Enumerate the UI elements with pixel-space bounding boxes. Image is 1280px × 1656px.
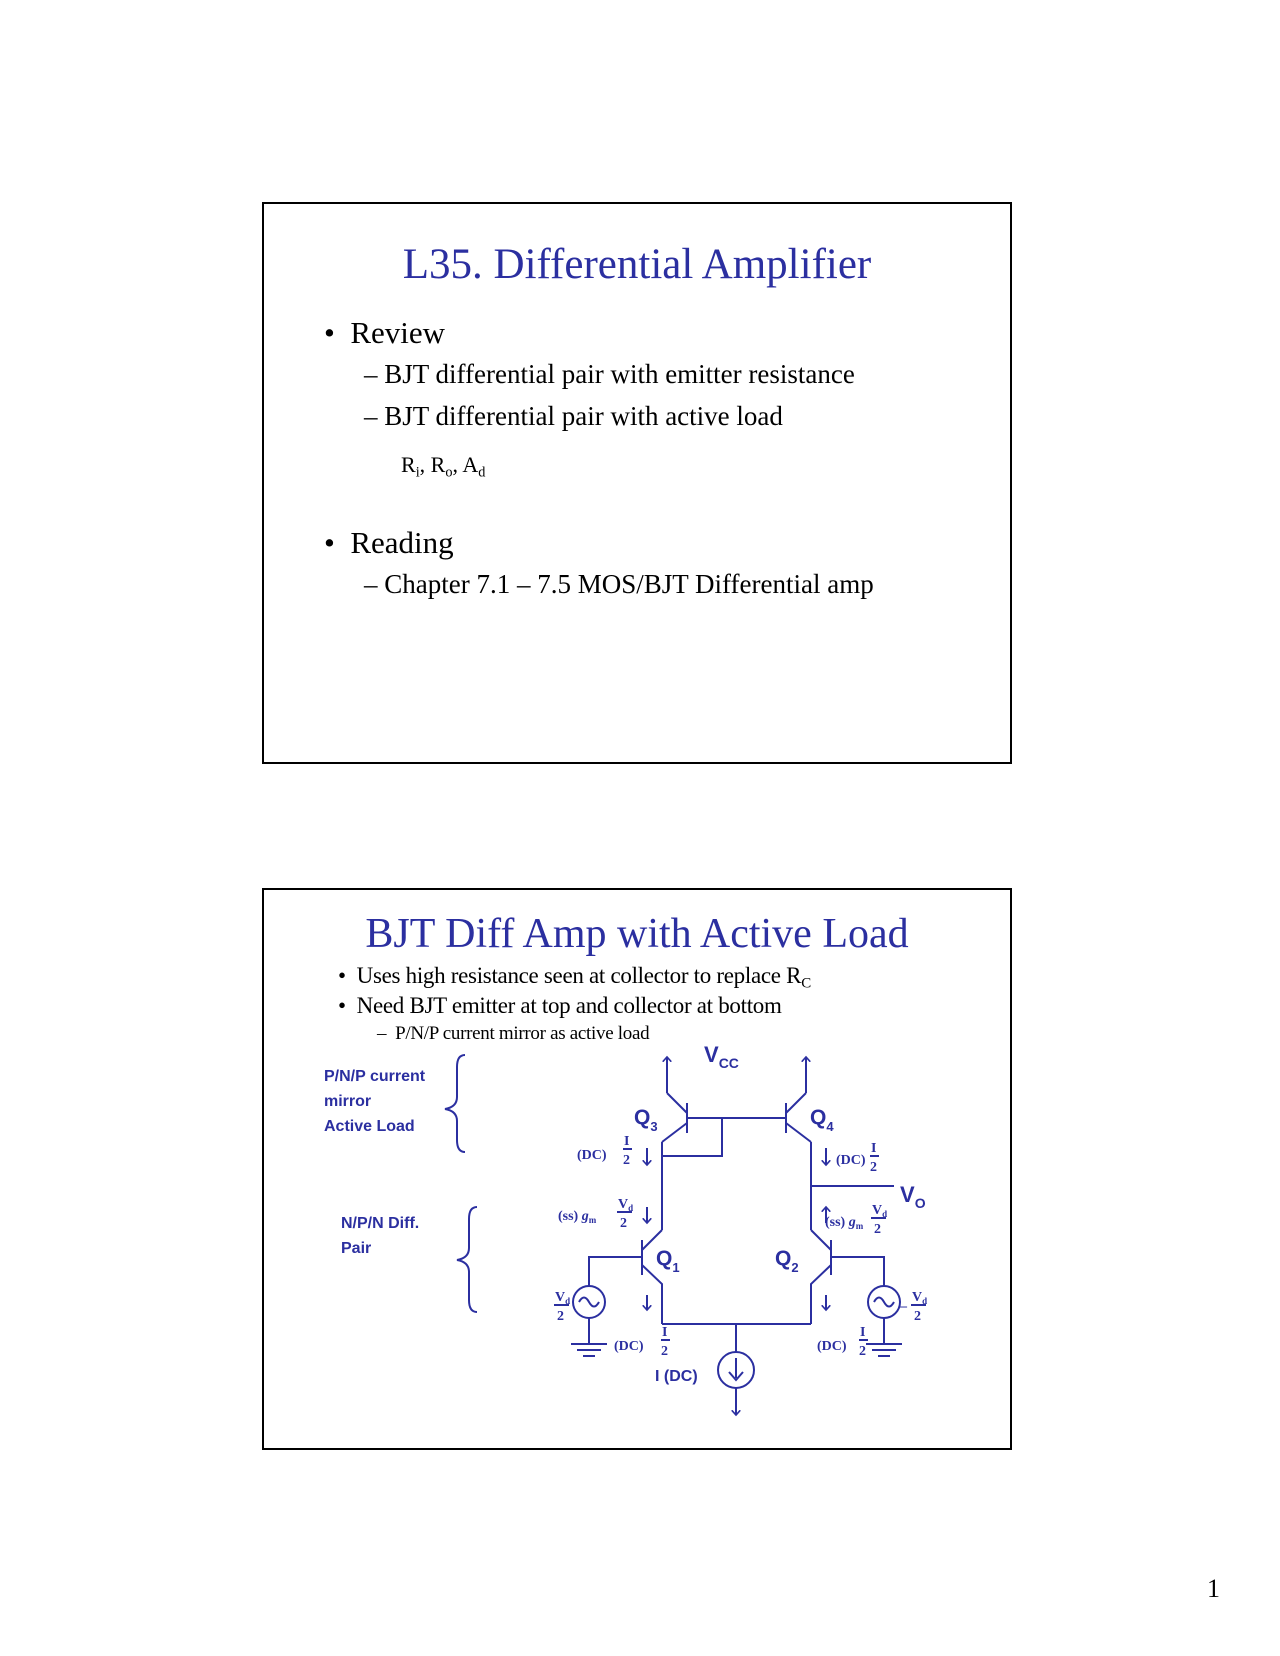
review-item-2: – BJT differential pair with active load [364,401,783,431]
q2-emitter-num: I [860,1325,866,1340]
q3-label: $Q_3$ [634,1106,658,1134]
q4-transistor [786,1093,811,1142]
q1-ss-num: $V_d$ [618,1197,634,1213]
slide-1-title: L35. Differential Amplifier [402,241,872,288]
review-item-1: – BJT differential pair with emitter resistance [364,359,855,389]
pnp-brace [445,1055,465,1152]
q4-label: $Q_4$ [810,1106,834,1134]
bullet-marker: • [324,525,335,560]
q1-transistor [642,1230,662,1324]
diode-connection [662,1118,722,1156]
q1-emitter-dc-label: (DC) [614,1339,644,1354]
slide-2-bullet-1: • Uses high resistance seen at collector to replace $R_C$ [338,963,811,992]
vo-label: $V_O$ [900,1182,926,1211]
bullet-reading [324,525,454,561]
npn-label-line-1: N/P/N Diff. [341,1215,420,1232]
bullet-reading-text: Reading [350,525,454,560]
q1-ss-label: (ss) $g_m$ [558,1209,597,1225]
q3-transistor [662,1093,687,1142]
vcc-label: $V_{CC}$ [704,1042,739,1071]
bullet-review [324,315,445,351]
q2-source-ground [866,1318,902,1356]
q2-input-num: $V_d$ [912,1290,928,1306]
q2-ss-label: (ss) $g_m$ [825,1215,864,1231]
tail-current-label: I (DC) [655,1368,698,1385]
q1-label: $Q_1$ [656,1247,680,1275]
slide-2 [262,888,1012,1450]
q2-input-minus: – [900,1299,907,1314]
slide-2-title: BJT Diff Amp with Active Load [365,911,909,957]
review-item-1-text: BJT differential pair with emitter resistance [384,359,855,389]
q2-transistor [811,1230,831,1324]
slide-1 [262,202,1012,764]
q1-base-wire [589,1257,642,1286]
reading-item-1: – Chapter 7.1 – 7.5 MOS/BJT Differential amp [364,569,874,599]
npn-brace [457,1207,477,1312]
q4-dc-den: 2 [870,1160,877,1175]
slide-2-sub-bullet: – P/N/P current mirror as active load [377,1023,650,1044]
q3-dc-num: I [624,1134,630,1149]
q1-emitter-num: I [662,1325,668,1340]
bullet-marker: • [338,993,346,1018]
pnp-label-line-2: mirror [324,1093,372,1110]
q2-emitter-den: 2 [859,1344,866,1359]
q2-emitter-dc-label: (DC) [817,1339,847,1354]
review-item-2-text: BJT differential pair with active load [384,401,783,431]
q1-ss-den: 2 [620,1216,627,1231]
q4-dc-label: (DC) [836,1153,866,1168]
npn-label-line-2: Pair [341,1240,372,1257]
q2-ss-den: 2 [874,1222,881,1237]
slide-2-bullet-2: • Need BJT emitter at top and collector at bottom [338,993,782,1018]
q1-emitter-den: 2 [661,1344,668,1359]
q1-input-den: 2 [557,1309,564,1324]
q2-ss-num: $V_d$ [872,1203,888,1219]
q4-dc-num: I [871,1141,877,1156]
review-params: $R_i$, $R_o$, $A_d$ [401,452,486,481]
q1-input-num: $V_d$ [555,1290,571,1306]
page-number: 1 [1207,1574,1220,1603]
pnp-label-line-3: Active Load [324,1118,415,1135]
bullet-marker: • [324,315,335,350]
q2-base-wire [831,1257,884,1286]
q2-input-den: 2 [914,1309,921,1324]
q1-source-ground [571,1318,607,1356]
active-load-circuit-diagram [264,890,1014,1452]
q3-dc-den: 2 [623,1153,630,1168]
reading-item-1-text: Chapter 7.1 – 7.5 MOS/BJT Differential amp [384,569,874,599]
bullet-review-text: Review [350,315,446,350]
bullet-marker: • [338,963,346,988]
q3-dc-label: (DC) [577,1148,607,1163]
q2-label: $Q_2$ [775,1247,799,1275]
pnp-label-line-1: P/N/P current [324,1068,426,1085]
